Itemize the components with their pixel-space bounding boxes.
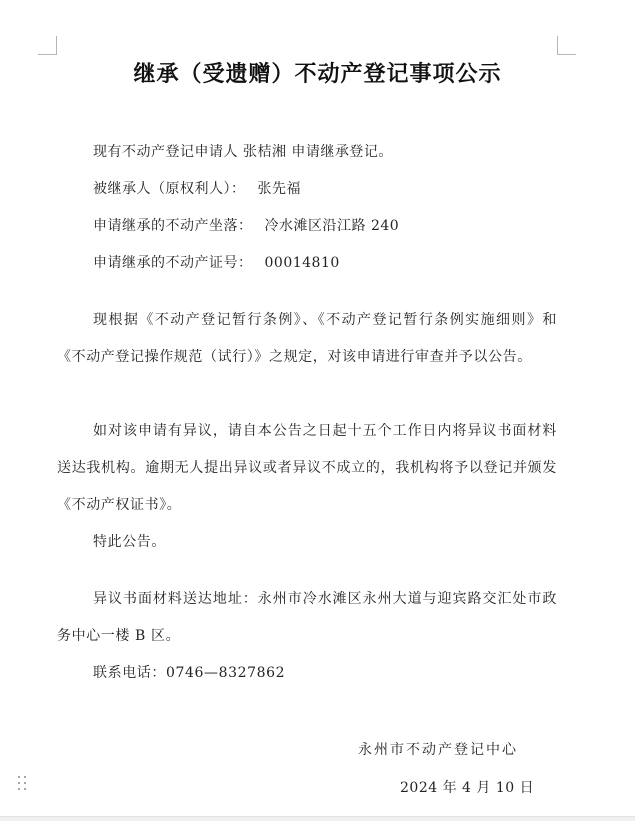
drag-handle-icon[interactable] bbox=[18, 776, 30, 792]
address-paragraph: 异议书面材料送达地址：永州市冷水滩区永州大道与迎宾路交汇处市政务中心一楼 B 区。 bbox=[57, 591, 557, 644]
basis-paragraph: 现根据《不动产登记暂行条例》、《不动产登记暂行条例实施细则》和《不动产登记操作规范（试行）》之规定，对该申请进行审查并予以公告。 bbox=[57, 312, 557, 365]
page-corner-mark-top-left bbox=[38, 36, 57, 55]
cert-label: 申请继承的不动产证号： bbox=[93, 255, 253, 271]
cert-row bbox=[93, 252, 340, 272]
decedent-label: 被继承人（原权利人）： bbox=[93, 181, 246, 197]
issue-date: 2024 年 4 月 10 日 bbox=[400, 780, 535, 796]
page-bottom-edge bbox=[0, 816, 635, 821]
contact-line: 联系电话：0746—8327862 bbox=[93, 665, 286, 681]
objection-paragraph: 如对该申请有异议，请自本公告之日起十五个工作日内将异议书面材料送达我机构。逾期无人提出异议或者异议不成立的，我机构将予以登记并颁发《不动产权证书》。 bbox=[57, 423, 557, 513]
location-value: 冷水滩区沿江路 240 bbox=[264, 218, 400, 234]
decedent-row bbox=[93, 178, 301, 198]
document-title: 继承（受遗赠）不动产登记事项公示 bbox=[133, 62, 502, 87]
issuing-organization: 永州市不动产登记中心 bbox=[358, 742, 518, 758]
notice-paragraph: 特此公告。 bbox=[93, 534, 166, 550]
cert-value: 00014810 bbox=[264, 255, 340, 271]
location-row bbox=[93, 215, 399, 235]
location-label: 申请继承的不动产坐落： bbox=[93, 218, 253, 234]
decedent-value: 张先福 bbox=[257, 181, 301, 197]
page-corner-mark-top-right bbox=[557, 36, 576, 55]
applicant-line: 现有不动产登记申请人 张桔湘 申请继承登记。 bbox=[93, 144, 393, 160]
